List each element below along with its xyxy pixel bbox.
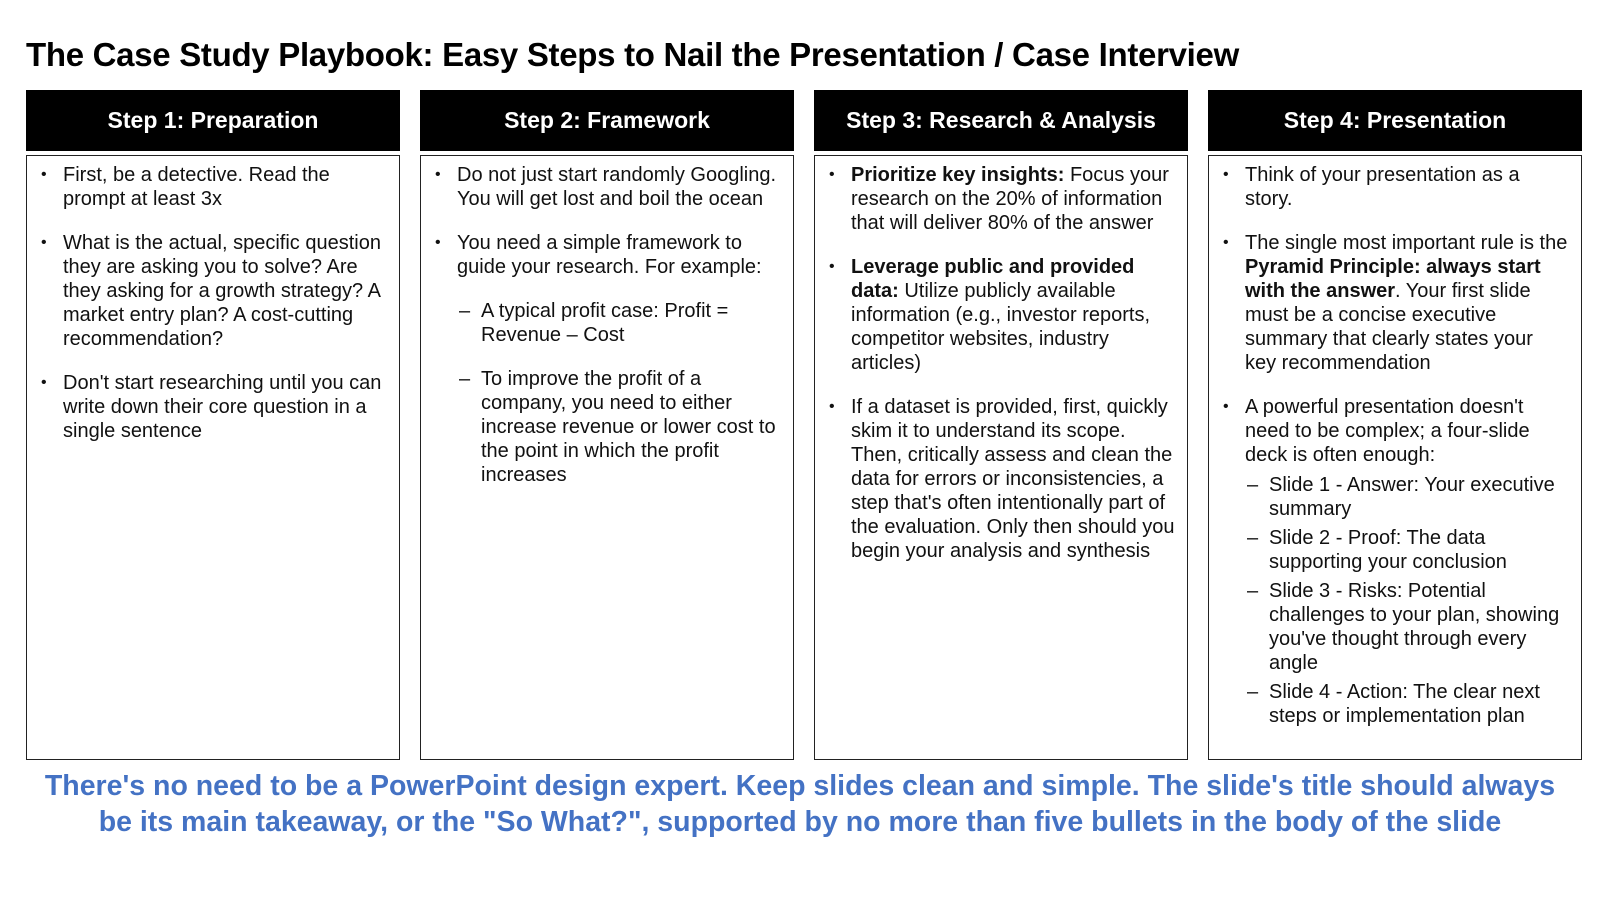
bullet-marker: • (41, 234, 47, 251)
dash-marker: – (459, 300, 471, 322)
bullet-marker: • (435, 234, 441, 251)
bullet-text-post: . Your first slide must be a concise executive summary that clearly states your key recommendation (1245, 280, 1533, 374)
sub-bullet-item (1245, 526, 1569, 574)
sub-bullet-text: Slide 4 - Action: The clear next steps or implementation plan (1269, 681, 1540, 727)
dash-marker: – (1247, 474, 1259, 496)
bullet-marker: • (41, 166, 47, 183)
bullet-item (37, 231, 387, 351)
step-1-column (26, 90, 400, 760)
sub-bullet-text: Slide 2 - Proof: The data supporting your conclusion (1269, 527, 1507, 573)
bullet-marker: • (435, 166, 441, 183)
dash-marker: – (1247, 527, 1259, 549)
bullet-text-pre: The single most important rule is the (1245, 232, 1568, 254)
sub-bullet-text: To improve the profit of a company, you need to either increase revenue or lower cost to the point in which the profit increases (481, 368, 776, 486)
dash-marker: – (459, 368, 471, 390)
step-3-body (814, 155, 1188, 760)
step-1-header: Step 1: Preparation (26, 90, 400, 151)
bullet-item (825, 395, 1175, 563)
step-2-header: Step 2: Framework (420, 90, 794, 151)
bullet-item (825, 163, 1175, 235)
sub-bullet-item (1245, 680, 1569, 728)
sub-bullet-text: A typical profit case: Profit = Revenue – Cost (481, 300, 729, 346)
bullet-text: Don't start researching until you can write down their core question in a single sentence (63, 372, 382, 442)
bullet-text: Think of your presentation as a story. (1245, 164, 1520, 210)
bullet-text: First, be a detective. Read the prompt at least 3x (63, 164, 330, 210)
bullet-marker: • (41, 374, 47, 391)
sub-bullets (457, 299, 781, 487)
sub-bullet-item (1245, 579, 1569, 675)
bullet-item (825, 255, 1175, 375)
sub-bullet-item (457, 367, 781, 487)
bullet-marker: • (1223, 398, 1229, 415)
step-4-bullets (1219, 163, 1569, 728)
bullet-emphasis: Pyramid Principle: (1245, 256, 1421, 278)
bullet-lead: Prioritize key insights: (851, 164, 1065, 186)
bullet-emphasis: always start with the answer (1245, 256, 1541, 302)
bullet-item (431, 163, 781, 211)
bullet-item (431, 231, 781, 487)
sub-bullet-item (457, 299, 781, 347)
bullet-lead: Leverage public and provided data: (851, 256, 1135, 302)
step-3-bullets (825, 163, 1175, 563)
sub-bullets (1245, 473, 1569, 728)
bullet-marker: • (829, 398, 835, 415)
bullet-marker: • (829, 166, 835, 183)
bullet-item (37, 163, 387, 211)
dash-marker: – (1247, 580, 1259, 602)
bullet-text: Focus your research on the 20% of information that will deliver 80% of the answer (851, 164, 1169, 234)
bullet-text: Do not just start randomly Googling. You will get lost and boil the ocean (457, 164, 777, 210)
step-2-column (420, 90, 794, 760)
page-title: The Case Study Playbook: Easy Steps to Nail the Presentation / Case Interview (26, 36, 1239, 73)
dash-marker: – (1247, 681, 1259, 703)
bullet-marker: • (1223, 166, 1229, 183)
bullet-item (1219, 163, 1569, 211)
bullet-marker: • (829, 258, 835, 275)
bullet-item (37, 371, 387, 443)
step-4-body (1208, 155, 1582, 760)
sub-bullet-item (1245, 473, 1569, 521)
takeaway-footer: There's no need to be a PowerPoint design expert. Keep slides clean and simple. The slide's title should always be its main takeaway, or the "So What?", supported by no more than five bullets in the body of the slide (44, 770, 1556, 838)
step-3-column (814, 90, 1188, 760)
step-3-header: Step 3: Research & Analysis (814, 90, 1188, 151)
step-4-header: Step 4: Presentation (1208, 90, 1582, 151)
step-1-bullets (37, 163, 387, 443)
bullet-text: You need a simple framework to guide your research. For example: (457, 232, 762, 278)
step-4-column (1208, 90, 1582, 760)
bullet-text: A powerful presentation doesn't need to be complex; a four-slide deck is often enough: (1245, 396, 1530, 466)
bullet-text: If a dataset is provided, first, quickly skim it to understand its scope. Then, critically assess and clean the data for errors or inconsistencies, a step that's often intentionally part of the evaluation. Only then should you begin your analysis and synthesis (851, 396, 1175, 562)
step-2-bullets (431, 163, 781, 487)
steps-grid (26, 90, 1582, 760)
bullet-text: Utilize publicly available information (e.g., investor reports, competitor websites, industry articles) (851, 280, 1151, 374)
step-2-body (420, 155, 794, 760)
step-1-body (26, 155, 400, 760)
bullet-item (1219, 231, 1569, 375)
sub-bullet-text: Slide 3 - Risks: Potential challenges to your plan, showing you've thought through every angle (1269, 580, 1560, 674)
bullet-text: What is the actual, specific question they are asking you to solve? Are they asking for a growth strategy? A market entry plan? A cost-cutting recommendation? (63, 232, 381, 350)
bullet-marker: • (1223, 234, 1229, 251)
bullet-item (1219, 395, 1569, 728)
sub-bullet-text: Slide 1 - Answer: Your executive summary (1269, 474, 1555, 520)
